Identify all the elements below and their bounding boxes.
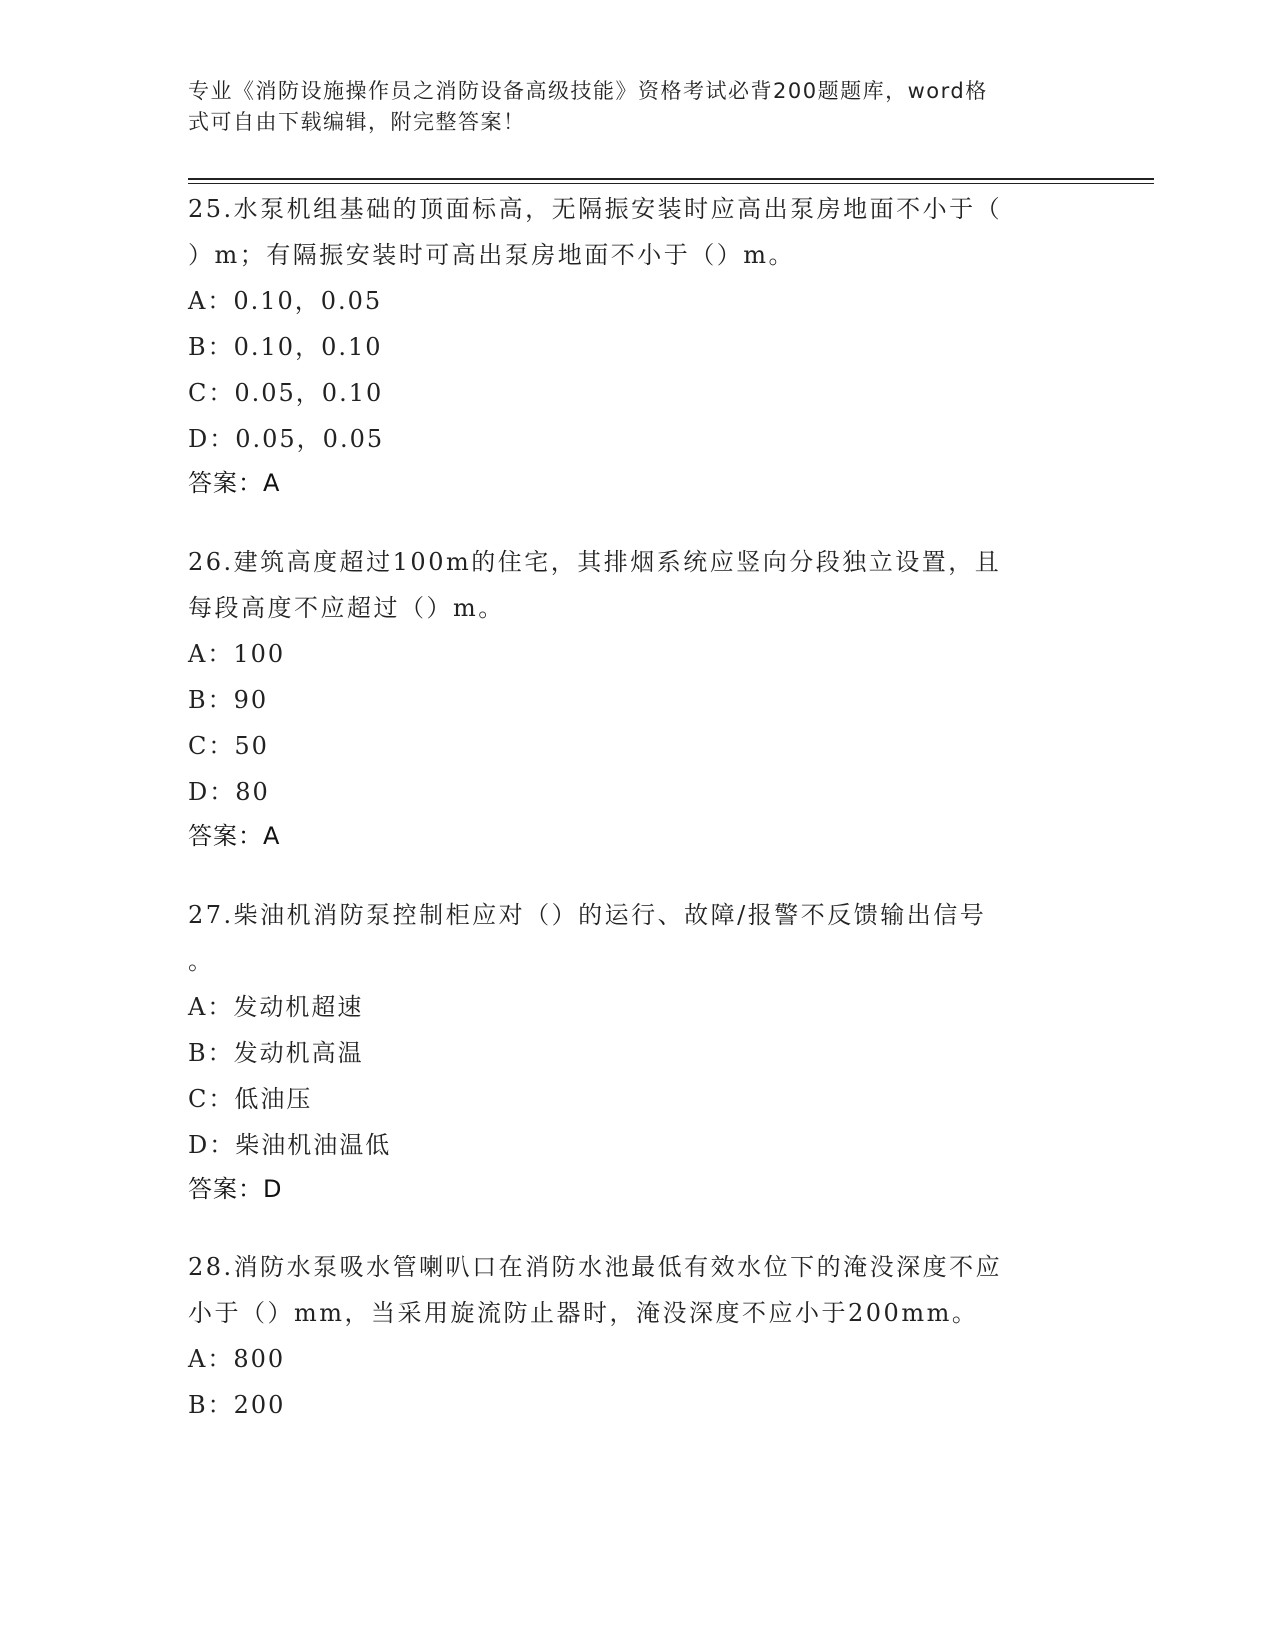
option-b: B：0.10，0.10: [188, 333, 383, 361]
option-d: D：80: [188, 778, 270, 806]
option-c: C：0.05，0.10: [188, 379, 384, 407]
question-stem-line: 每段高度不应超过（）m。: [188, 594, 505, 622]
question-28: [188, 1244, 1068, 1428]
question-stem-line: 小于（）mm，当采用旋流防止器时，淹没深度不应小于200mm。: [188, 1299, 979, 1327]
question-26: [188, 539, 1068, 857]
question-stem-line: 。: [188, 947, 215, 975]
header-divider-thick: [188, 178, 1154, 180]
option-a: A：发动机超速: [188, 993, 364, 1021]
option-b: B：90: [188, 686, 269, 714]
header-line-1: 专业《消防设施操作员之消防设备高级技能》资格考试必背200题题库，word格: [188, 79, 988, 103]
header-line-2: 式可自由下载编辑，附完整答案！: [188, 110, 526, 134]
question-stem-line: 25.水泵机组基础的顶面标高，无隔振安装时应高出泵房地面不小于（: [188, 195, 1003, 223]
option-b: B：200: [188, 1391, 286, 1419]
question-stem-line: 26.建筑高度超过100m的住宅，其排烟系统应竖向分段独立设置，且: [188, 548, 1002, 576]
question-25: [188, 186, 1068, 504]
answer-label: 答案：A: [188, 822, 281, 850]
option-a: A：100: [188, 640, 286, 668]
option-c: C：50: [188, 732, 269, 760]
option-d: D：0.05，0.05: [188, 425, 385, 453]
option-c: C：低油压: [188, 1085, 313, 1113]
header-divider-thin: [188, 183, 1154, 184]
option-b: B：发动机高温: [188, 1039, 364, 1067]
answer-label: 答案：D: [188, 1175, 283, 1203]
option-d: D：柴油机油温低: [188, 1131, 392, 1159]
option-a: A：800: [188, 1345, 286, 1373]
question-stem-line: ）m；有隔振安装时可高出泵房地面不小于（）m。: [188, 241, 796, 269]
answer-label: 答案：A: [188, 469, 281, 497]
document-header: [188, 76, 1068, 138]
option-a: A：0.10，0.05: [188, 287, 383, 315]
question-27: [188, 892, 1068, 1210]
question-stem-line: 27.柴油机消防泵控制柜应对（）的运行、故障/报警不反馈输出信号: [188, 901, 987, 929]
question-stem-line: 28.消防水泵吸水管喇叭口在消防水池最低有效水位下的淹没深度不应: [188, 1253, 1003, 1281]
